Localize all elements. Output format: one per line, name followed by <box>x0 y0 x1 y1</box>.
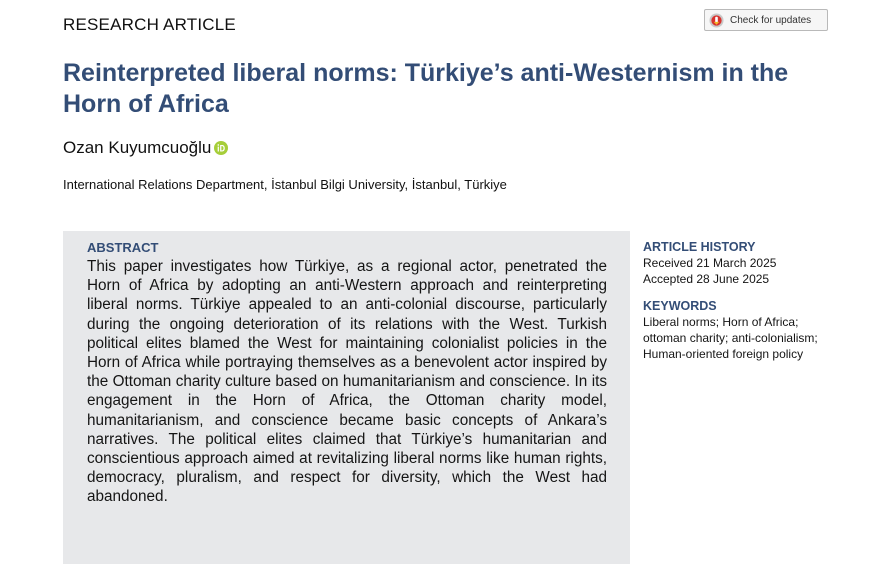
article-history-heading: ARTICLE HISTORY <box>643 240 756 254</box>
orcid-icon[interactable] <box>214 141 228 155</box>
accepted-date: Accepted 28 June 2025 <box>643 272 770 286</box>
check-for-updates-button[interactable] <box>704 9 828 31</box>
article-title: Reinterpreted liberal norms: Türkiye’s anti-Westernism in the Horn of Africa <box>63 59 789 118</box>
check-for-updates-label: Check for updates <box>730 14 812 26</box>
abstract-heading: ABSTRACT <box>87 240 159 255</box>
abstract-box <box>63 231 630 564</box>
received-date: Received 21 March 2025 <box>643 256 777 270</box>
article-info-sidebar <box>643 240 843 362</box>
keywords-block <box>643 299 843 362</box>
author-line <box>63 138 228 158</box>
abstract-text: This paper investigates how Türkiye, as a regional actor, penetrated the Horn of Africa by adopting an anti-Western approach and reinterpreting liberal norms. Türkiye appealed to an anti-colonial discourse, particularly during the ongoing deterioration of its relations with the West. Turkish political elites blamed the West for maintaining colonialist policies in the Horn of Africa while portraying themselves as a benevolent actor inspired by the Ottoman charity culture based on humanitarianism and conscience. In its engagement in the Horn of Africa, the Ottoman charity model, humanitarianism, and conscience became basic concepts of Ankara’s narratives. The political elites claimed that Türkiye’s humanitarian and conscientious approach aimed at revitalizing liberal norms like human rights, democracy, pluralism, and respect for diversity, which the West had abandoned. <box>87 258 607 506</box>
keywords-list: Liberal norms; Horn of Africa; ottoman charity; anti-colonialism; Human-oriented foreign policy <box>643 315 818 361</box>
article-type-label: RESEARCH ARTICLE <box>63 15 236 34</box>
author-affiliation: International Relations Department, İstanbul Bilgi University, İstanbul, Türkiye <box>63 177 507 192</box>
keywords-heading: KEYWORDS <box>643 299 717 313</box>
author-name[interactable]: Ozan Kuyumcuoğlu <box>63 138 212 157</box>
article-history-block <box>643 240 843 287</box>
crossmark-icon <box>709 13 724 28</box>
